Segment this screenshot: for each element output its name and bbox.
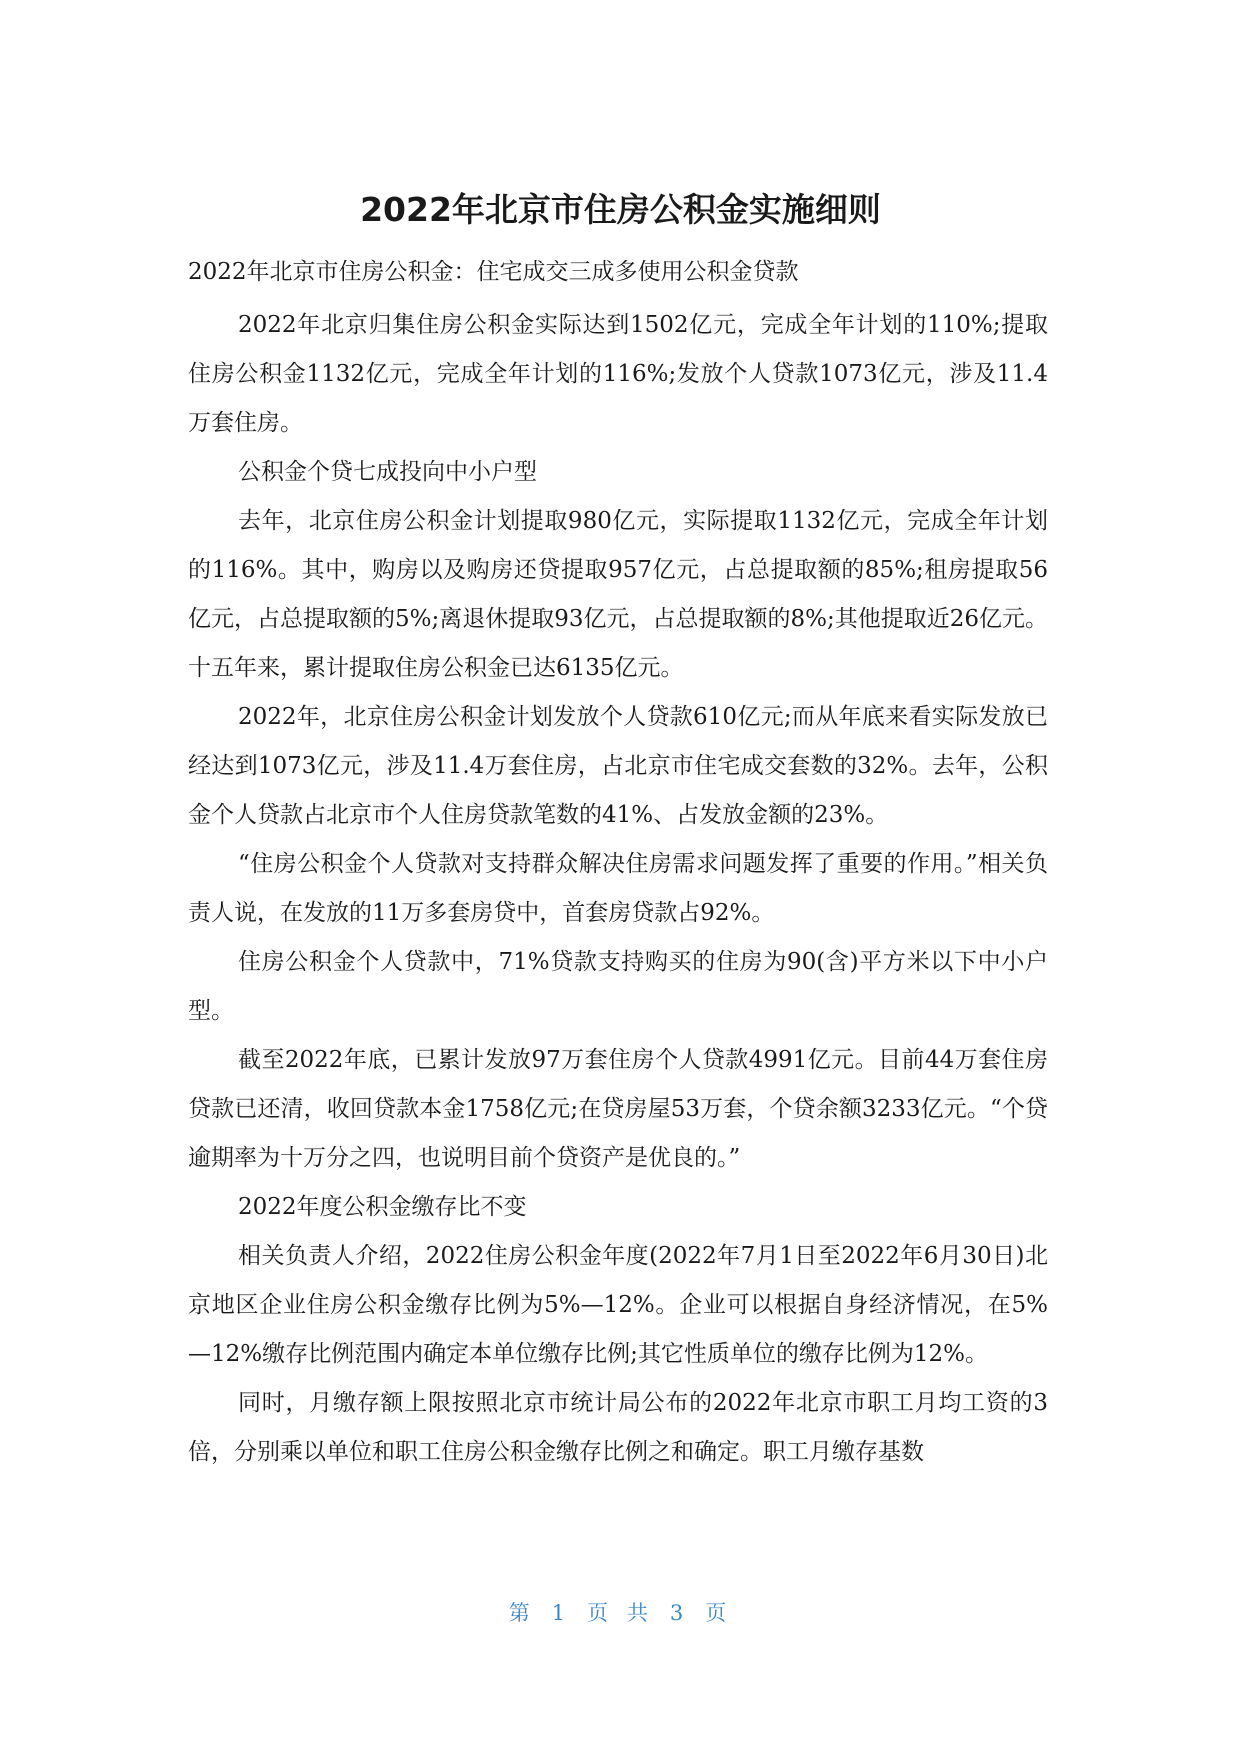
footer-middle: 页 共: [587, 1601, 654, 1625]
section-heading-loans: 公积金个贷七成投向中小户型: [238, 459, 537, 485]
paragraph-small-units: 住房公积金个人贷款中，71%贷款支持购买的住房为90(含)平方米以下中小户型。: [188, 949, 1048, 1024]
paragraph-ratio: 相关负责人介绍，2022住房公积金年度(2022年7月1日至2022年6月30日)北京地区企业住房公积金缴存比例为5%—12%。企业可以根据自身经济情况，在5%—12%缴存比例范围内确定本单位缴存比例;其它性质单位的缴存比例为12%。: [188, 1243, 1048, 1367]
footer-suffix: 页: [705, 1601, 733, 1625]
document-title: 2022年北京市住房公积金实施细则: [360, 190, 881, 229]
paragraph-cumulative: 截至2022年底，已累计发放97万套住房个人贷款4991亿元。目前44万套住房贷款已还清，收回贷款本金1758亿元;在贷房屋53万套，个贷余额3233亿元。“个贷逾期率为十万分之四，也说明目前个贷资产是优良的。”: [188, 1047, 1048, 1171]
footer-total-pages: 3: [669, 1601, 690, 1625]
paragraph-withdrawal: 去年，北京住房公积金计划提取980亿元，实际提取1132亿元，完成全年计划的116%。其中，购房以及购房还贷提取957亿元，占总提取额的85%;租房提取56亿元，占总提取额的5%;离退休提取93亿元，占总提取额的8%;其他提取近26亿元。十五年来，累计提取住房公积金已达6135亿元。: [188, 508, 1049, 681]
footer-prefix: 第: [508, 1601, 536, 1625]
footer-page-number: 1: [551, 1601, 572, 1625]
page-footer: [0, 1598, 1241, 1628]
section-heading-ratio: 2022年度公积金缴存比不变: [238, 1194, 527, 1220]
paragraph-loan-issuance: 2022年，北京住房公积金计划发放个人贷款610亿元;而从年底来看实际发放已经达到1073亿元，涉及11.4万套住房，占北京市住宅成交套数的32%。去年，公积金个人贷款占北京市个人住房贷款笔数的41%、占发放金额的23%。: [188, 704, 1048, 828]
document-subtitle: 2022年北京市住房公积金：住宅成交三成多使用公积金贷款: [188, 259, 799, 285]
paragraph-cap: 同时，月缴存额上限按照北京市统计局公布的2022年北京市职工月均工资的3倍，分别乘以单位和职工住房公积金缴存比例之和确定。职工月缴存基数: [188, 1390, 1048, 1465]
paragraph-collection-summary: 2022年北京归集住房公积金实际达到1502亿元，完成全年计划的110%;提取住房公积金1132亿元，完成全年计划的116%;发放个人贷款1073亿元，涉及11.4万套住房。: [188, 312, 1048, 436]
paragraph-quote: “住房公积金个人贷款对支持群众解决住房需求问题发挥了重要的作用。”相关负责人说，在发放的11万多套房贷中，首套房贷款占92%。: [188, 851, 1048, 926]
document-body: [188, 301, 1048, 1477]
